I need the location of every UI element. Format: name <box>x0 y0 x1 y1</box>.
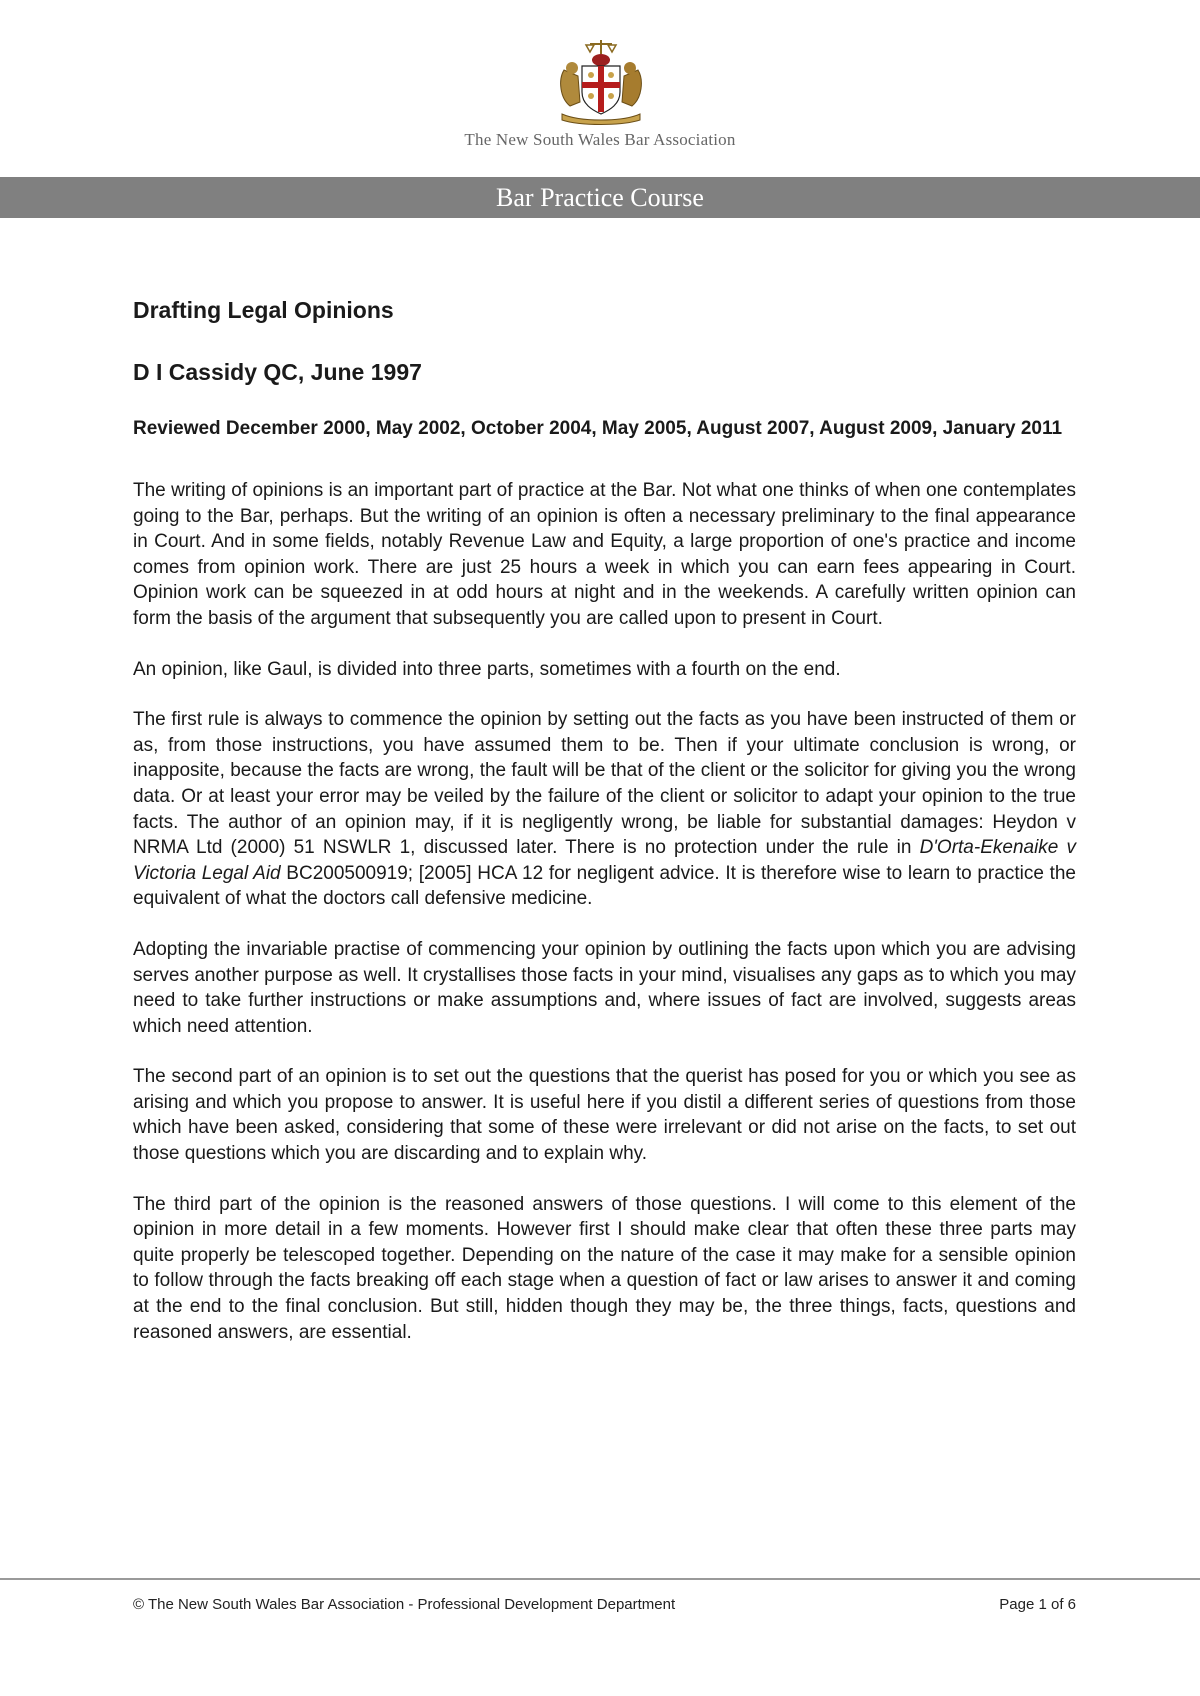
footer-divider <box>0 1578 1200 1580</box>
document-title: Drafting Legal Opinions <box>133 297 394 323</box>
coat-of-arms-icon <box>550 36 652 128</box>
paragraph-3 <box>133 707 1076 912</box>
paragraph-3-text-a: The first rule is always to commence the opinion by setting out the facts as you have been instructed of them or as, from those instructions, you have assumed them to be. Then if your ultimate conclusion is wrong, or inapposite, because the facts are wrong, the fault will be that of the client or the solicitor for giving you the wrong data. Or at least your error may be veiled by the failure of the client or solicitor to adapt your opinion to the true facts. The author of an opinion may, if it is negligently wrong, be liable for substantial damages: Heydon v NRMA Ltd (2000) 51 NSWLR 1, discussed later. There is no protection under the rule in <box>133 709 1076 859</box>
paragraph-1: The writing of opinions is an important part of practice at the Bar. Not what one thinks of when one contemplates going to the Bar, perhaps. But the writing of an opinion is often a necessary preliminary to the final appearance in Court. And in some fields, notably Revenue Law and Equity, a large proportion of one's practice and income comes from opinion work. There are just 25 hours a week in which you can earn fees appearing in Court. Opinion work can be squeezed in at odd hours at night and in the weekends. A carefully written opinion can form the basis of the argument that subsequently you are called upon to present in Court. <box>133 480 1076 629</box>
reviewed-line: Reviewed December 2000, May 2002, October 2004, May 2005, August 2007, August 2009, January 2011 <box>133 418 1063 439</box>
paragraph-4: Adopting the invariable practise of commencing your opinion by outlining the facts upon which you are advising serves another purpose as well. It crystallises those facts in your mind, visualises any gaps as to which you may need to take further instructions or make assumptions and, where issues of fact are involved, suggests areas which need attention. <box>133 938 1076 1037</box>
paragraph-6: The third part of the opinion is the reasoned answers of those questions. I will come to this element of the opinion in more detail in a few moments. However first I should make clear that often these three parts may quite properly be telescoped together. Depending on the nature of the case it may make for a sensible opinion to follow through the facts breaking off each stage when a question of fact or law arises to answer it and coming at the end to the final conclusion. But still, hidden though they may be, the three things, facts, questions and reasoned answers, are essential. <box>133 1193 1076 1343</box>
course-banner <box>0 177 1200 218</box>
document-body <box>133 292 1076 1345</box>
organization-name: The New South Wales Bar Association <box>464 130 736 149</box>
paragraph-2: An opinion, like Gaul, is divided into three parts, sometimes with a fourth on the end. <box>133 658 841 680</box>
paragraph-5: The second part of an opinion is to set out the questions that the querist has posed for you or which you see as arising and which you propose to answer. It is useful here if you distil a different series of questions from those which have been asked, considering that some of these were irrelevant or did not arise on the facts, to set out those questions which you are discarding and to explain why. <box>133 1066 1076 1165</box>
case-citation: D'Orta-Ekenaike v Victoria Legal Aid <box>133 837 1076 884</box>
author-line: D I Cassidy QC, June 1997 <box>133 359 422 385</box>
banner-title: Bar Practice Course <box>496 183 704 212</box>
paragraph-3-text-b: BC200500919; [2005] HCA 12 for negligent advice. It is therefore wise to learn to practice the equivalent of what the doctors call defensive medicine. <box>133 862 1076 910</box>
footer-copyright: © The New South Wales Bar Association - Professional Development Department <box>133 1596 676 1613</box>
page-number: Page 1 of 6 <box>999 1596 1076 1613</box>
